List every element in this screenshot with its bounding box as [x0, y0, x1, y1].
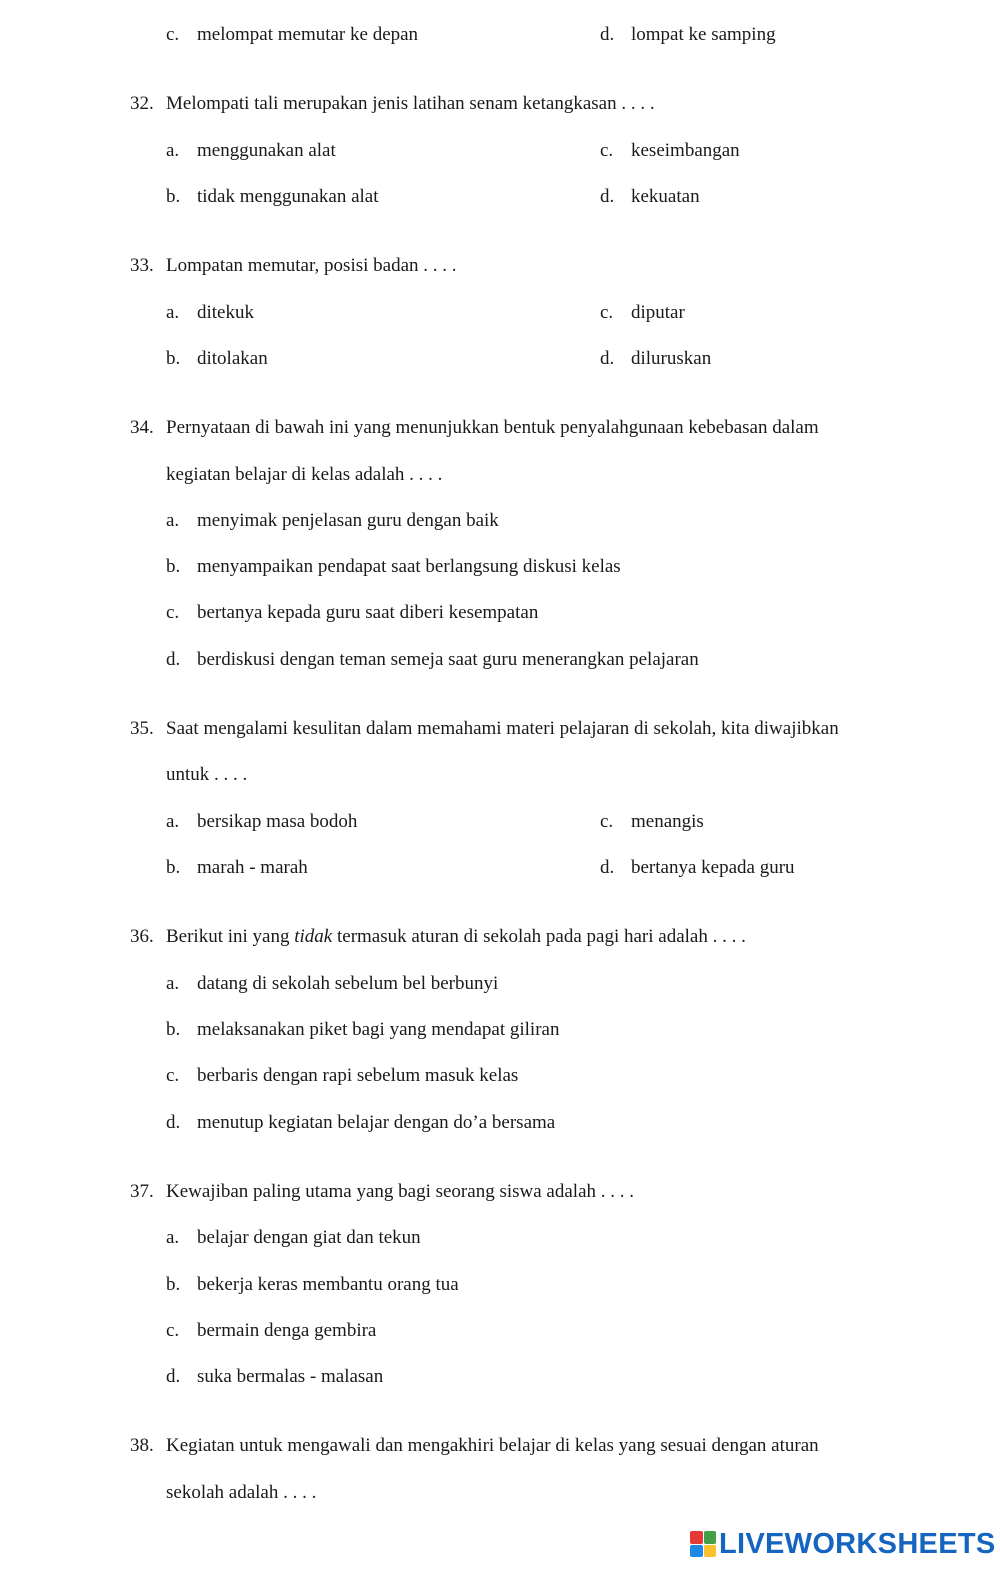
- answer-option[interactable]: berdiskusi dengan teman semeja saat guru menerangkan pelajaran: [197, 649, 699, 670]
- answer-option[interactable]: bekerja keras membantu orang tua: [197, 1274, 459, 1295]
- question-text-continued: sekolah adalah . . . .: [166, 1482, 317, 1503]
- question-text-post: termasuk aturan di sekolah pada pagi hari adalah . . . .: [332, 926, 746, 947]
- answer-option[interactable]: datang di sekolah sebelum bel berbunyi: [197, 973, 499, 994]
- option-label: c.: [166, 1320, 180, 1341]
- answer-option[interactable]: ditekuk: [197, 302, 254, 323]
- option-label: b.: [166, 1019, 181, 1040]
- option-label: c.: [600, 302, 614, 323]
- option-label: c.: [166, 1065, 180, 1086]
- question-text: Kewajiban paling utama yang bagi seorang siswa adalah . . . .: [166, 1181, 634, 1202]
- answer-option[interactable]: marah - marah: [197, 857, 308, 878]
- question-number: 33.: [130, 255, 154, 276]
- logo-tile-blue: [690, 1545, 703, 1558]
- answer-option[interactable]: bersikap masa bodoh: [197, 811, 358, 832]
- answer-option[interactable]: menyampaikan pendapat saat berlangsung diskusi kelas: [197, 556, 621, 577]
- answer-option[interactable]: ditolakan: [197, 348, 268, 369]
- answer-option[interactable]: menutup kegiatan belajar dengan do’a bersama: [197, 1112, 556, 1133]
- question-text: Pernyataan di bawah ini yang menunjukkan bentuk penyalahgunaan kebebasan dalam: [166, 417, 819, 438]
- option-label: b.: [166, 1274, 181, 1295]
- question-number: 36.: [130, 926, 154, 947]
- liveworksheets-watermark: [690, 1527, 996, 1561]
- liveworksheets-logo-icon: [690, 1531, 716, 1557]
- question-number: 37.: [130, 1181, 154, 1202]
- option-label: a.: [166, 510, 180, 531]
- logo-tile-yellow: [704, 1545, 717, 1558]
- option-label: b.: [166, 556, 181, 577]
- answer-option[interactable]: bertanya kepada guru saat diberi kesempatan: [197, 602, 539, 623]
- question-text-emphasis: tidak: [294, 926, 333, 947]
- option-label: d.: [600, 348, 615, 369]
- option-label: c.: [166, 24, 180, 45]
- option-label: d.: [600, 857, 615, 878]
- answer-option[interactable]: melaksanakan piket bagi yang mendapat giliran: [197, 1019, 560, 1040]
- question-text: [166, 926, 746, 948]
- question-text: Lompatan memutar, posisi badan . . . .: [166, 255, 457, 276]
- question-text-continued: untuk . . . .: [166, 764, 248, 785]
- brand-name: LIVEWORKSHEETS: [719, 1527, 996, 1560]
- option-label: a.: [166, 973, 180, 994]
- option-label: a.: [166, 140, 180, 161]
- answer-option[interactable]: belajar dengan giat dan tekun: [197, 1227, 421, 1248]
- question-number: 32.: [130, 93, 154, 114]
- option-label: b.: [166, 857, 181, 878]
- question-number: 34.: [130, 417, 154, 438]
- answer-option[interactable]: bermain denga gembira: [197, 1320, 377, 1341]
- option-label: a.: [166, 302, 180, 323]
- option-label: d.: [166, 1112, 181, 1133]
- answer-option[interactable]: menyimak penjelasan guru dengan baik: [197, 510, 499, 531]
- logo-tile-red: [690, 1531, 703, 1544]
- question-text: Melompati tali merupakan jenis latihan senam ketangkasan . . . .: [166, 93, 655, 114]
- answer-option[interactable]: menangis: [631, 811, 704, 832]
- answer-option[interactable]: lompat ke samping: [631, 24, 776, 45]
- option-label: d.: [166, 649, 181, 670]
- option-label: d.: [600, 186, 615, 207]
- question-text: Kegiatan untuk mengawali dan mengakhiri belajar di kelas yang sesuai dengan aturan: [166, 1435, 819, 1456]
- answer-option[interactable]: berbaris dengan rapi sebelum masuk kelas: [197, 1065, 519, 1086]
- question-text-pre: Berikut ini yang: [166, 926, 295, 947]
- answer-option[interactable]: melompat memutar ke depan: [197, 24, 419, 45]
- answer-option[interactable]: tidak menggunakan alat: [197, 186, 379, 207]
- answer-option[interactable]: menggunakan alat: [197, 140, 336, 161]
- option-label: c.: [600, 140, 614, 161]
- option-label: c.: [166, 602, 180, 623]
- answer-option[interactable]: kekuatan: [631, 186, 700, 207]
- question-number: 38.: [130, 1435, 154, 1456]
- question-text: Saat mengalami kesulitan dalam memahami materi pelajaran di sekolah, kita diwajibkan: [166, 718, 839, 739]
- option-label: d.: [166, 1366, 181, 1387]
- option-label: a.: [166, 1227, 180, 1248]
- logo-tile-green: [704, 1531, 717, 1544]
- answer-option[interactable]: bertanya kepada guru: [631, 857, 795, 878]
- answer-option[interactable]: diputar: [631, 302, 685, 323]
- question-text-continued: kegiatan belajar di kelas adalah . . . .: [166, 464, 443, 485]
- answer-option[interactable]: diluruskan: [631, 348, 712, 369]
- question-number: 35.: [130, 718, 154, 739]
- option-label: a.: [166, 811, 180, 832]
- answer-option[interactable]: keseimbangan: [631, 140, 740, 161]
- option-label: d.: [600, 24, 615, 45]
- option-label: c.: [600, 811, 614, 832]
- option-label: b.: [166, 186, 181, 207]
- answer-option[interactable]: suka bermalas - malasan: [197, 1366, 384, 1387]
- option-label: b.: [166, 348, 181, 369]
